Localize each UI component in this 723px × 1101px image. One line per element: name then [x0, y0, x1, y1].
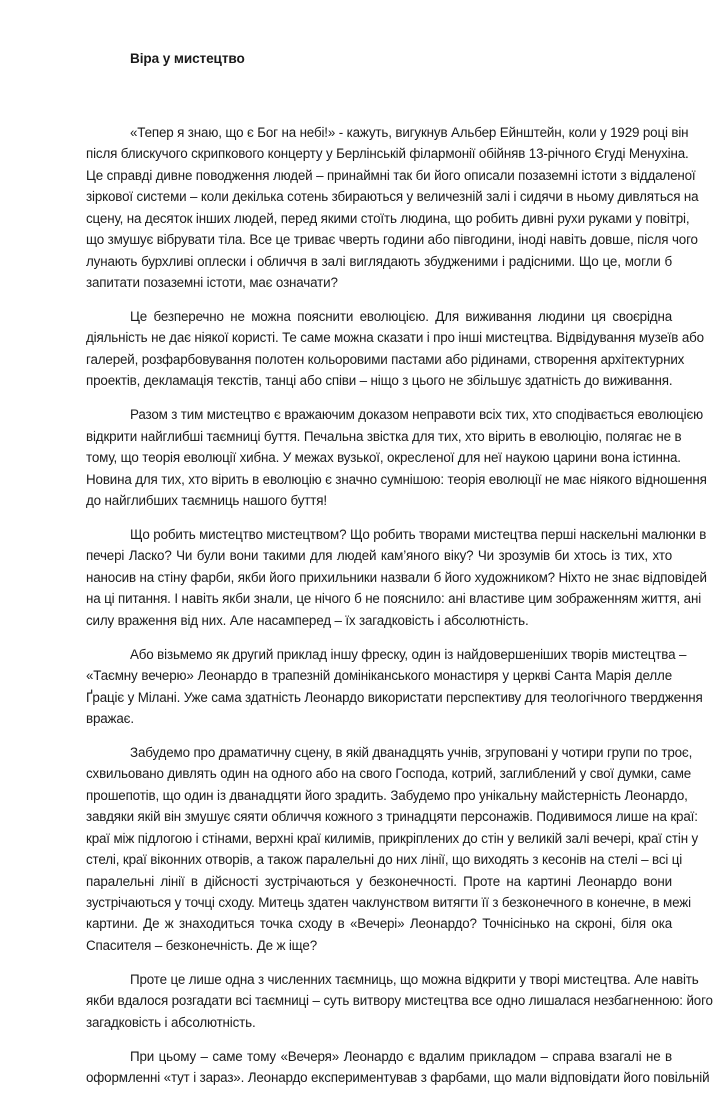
paragraph: [86, 1046, 710, 1089]
text-line: завдяки якій він змушує сяяти обличчя кожного з тринадцяти персонажів. Подивимося лише на краї:: [86, 809, 698, 825]
text-line: запитати позаземні істоти, має означати?: [86, 275, 338, 291]
text-line: діяльність не дає ніякої користі. Те саме можна сказати і про інші мистецтва. Відвідування музеїв або: [86, 330, 704, 346]
paragraph: [86, 306, 704, 392]
paragraph: [86, 524, 707, 631]
text-line: проектів, декламація текстів, танці або співи – ніщо з цього не збільшує здатність до виживання.: [86, 373, 673, 389]
paragraph: [86, 644, 703, 730]
text-line: При цьому – саме тому «Вечеря» Леонардо є вдалим прикладом – справа взагалі не в: [130, 1048, 672, 1064]
text-line: тому, що теорія еволюції хибна. У межах вузької, окресленої для неї наукою царини вона істинна.: [86, 450, 681, 466]
text-line: Разом з тим мистецтво є вражаючим доказом неправоти всіх тих, хто сподівається еволюцією: [130, 407, 704, 423]
text-line: прошепотів, що один із дванадцяти його зрадить. Забудемо про унікальну майстерність Леонардо,: [86, 787, 688, 803]
text-line: Забудемо про драматичну сцену, в якій дванадцять учнів, згруповані у чотири групи по троє,: [130, 744, 693, 760]
text-line: Новина для тих, хто вірить в еволюцію є значно сумнішою: теорія еволюції не має ніякого відношення: [86, 471, 707, 487]
text-line: Це справді дивне поводження людей – принаймні так би його описали позаземні істоти з віддаленої: [86, 167, 696, 183]
text-line: після блискучого скрипкового концерту у Берлінській філармонії обійняв 13-річного Єгуді Менухіна.: [86, 146, 689, 162]
text-line: печері Ласко? Чи були вони такими для людей кам’яного віку? Чи зрозумів би хтось із тих, хто: [86, 548, 672, 564]
document-title: Віра у мистецтво: [130, 51, 245, 66]
paragraph: [86, 742, 699, 956]
text-line: Що робить мистецтво мистецтвом? Що робить творами мистецтва перші наскельні малюнки в: [130, 526, 707, 542]
text-line: вражає.: [86, 710, 134, 726]
document-body: [86, 122, 713, 1101]
text-line: зустрічаються у точці сходу. Митець здатен чаклунством витягти її з безконечного в конечне, в межі: [86, 894, 691, 910]
text-line: лунають бурхливі оплески і обличчя в залі виглядають збудженими і радісними. Що це, могли б: [86, 253, 672, 269]
paragraph: [86, 404, 707, 511]
text-line: Ґраціє у Мілані. Уже сама здатність Леонардо використати перспективу для теологічного твердження: [86, 689, 703, 705]
text-line: Спасителя – безконечність. Де ж іще?: [86, 937, 317, 953]
text-line: сцену, на десяток інших людей, перед якими стоїть людина, що робить дивні рухи руками у повітрі,: [86, 210, 690, 226]
text-line: стелі, краї віконних отворів, а також паралельні до них лінії, що виходять з кесонів на стелі – всі ці: [86, 852, 683, 868]
text-line: силу враження від них. Але насамперед – їх загадковість і абсолютність.: [86, 612, 529, 628]
text-line: якби вдалося розгадати всі таємниці – суть витвору мистецтва все одно лишалася незбагненною: його: [86, 993, 713, 1009]
text-line: на ці питання. І навіть якби знали, це нічого б не пояснило: ані властиве цим зображенням життя, ані: [86, 591, 702, 607]
text-line: картини. Де ж знаходиться точка сходу в «Вечері» Леонардо? Точнісінько на скроні, біля ока: [86, 916, 672, 932]
text-line: краї між підлогою і стінами, верхні краї килимів, прикріплених до стін у великій залі вечері, краї стін у: [86, 830, 699, 846]
paragraph: [86, 122, 699, 294]
text-line: паралельні лінії в дійсності зустрічаються у безконечності. Проте на картині Леонардо вони: [86, 873, 672, 889]
text-line: Проте це лише одна з численних таємниць, що можна відкрити у творі мистецтва. Але навіть: [130, 971, 699, 987]
text-line: «Тепер я знаю, що є Бог на небі!» - кажуть, вигукнув Альбер Ейнштейн, коли у 1929 році він: [130, 125, 689, 140]
text-line: схвильовано дивлять один на одного або на свого Господа, котрий, заглиблений у свої думки, саме: [86, 766, 692, 782]
text-line: наносив на стіну фарби, якби його прихильники назвали б його художником? Ніхто не знає відповідей: [86, 569, 707, 585]
text-line: Або візьмемо як другий приклад іншу фреску, один із найдовершеніших творів мистецтва –: [130, 646, 687, 662]
text-line: до найглибших таємниць нашого буття!: [86, 493, 327, 508]
text-line: зіркової системи – коли декілька сотень збираються у величезній залі і сидячи в ньому дивляться на: [86, 189, 699, 205]
text-line: що змушує вібрувати тіла. Все це триває чверть години або півгодини, іноді навіть довше, після чого: [86, 232, 698, 248]
text-line: загадковість і абсолютність.: [86, 1014, 256, 1030]
paragraph: [86, 969, 713, 1033]
text-line: відкрити найглибші таємниці буття. Печальна звістка для тих, хто вірить в еволюцію, полягає не в: [86, 428, 682, 444]
text-line: галерей, розфарбовування полотен кольоровими пастами або рідинами, створення архітектурних: [86, 351, 685, 367]
text-line: оформленні «тут і зараз». Леонардо експериментував з фарбами, що мали відповідати його повільній: [86, 1070, 710, 1085]
text-line: «Таємну вечерю» Леонардо в трапезній домініканського монастиря у церкві Санта Марія делле: [86, 668, 672, 684]
text-line: Це безперечно не можна пояснити еволюцією. Для виживання людини ця своєрідна: [130, 309, 672, 324]
